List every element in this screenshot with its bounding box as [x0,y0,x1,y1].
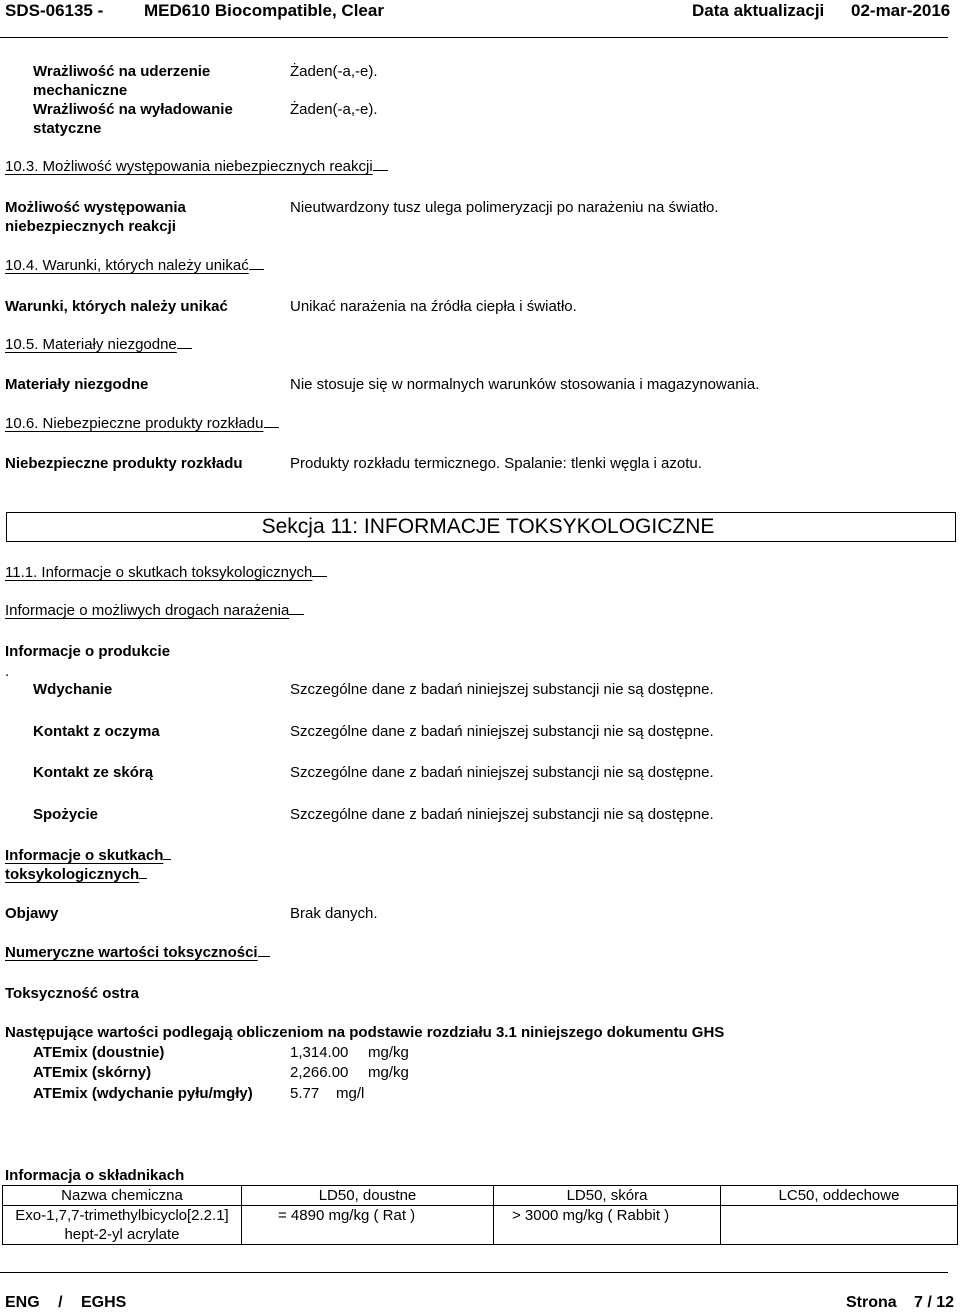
table-header-cell: LD50, doustne [242,1186,494,1206]
table-header-row [3,1186,958,1206]
section-11-banner: Sekcja 11: INFORMACJE TOKSYKOLOGICZNE [6,512,956,542]
product-name: MED610 Biocompatible, Clear [144,1,384,20]
header-rule [0,37,948,38]
atemix-unit: mg/kg [368,1044,409,1061]
section-10-5-heading: 10.5. Materiały niezgodne [5,336,192,353]
atemix-unit: mg/l [336,1085,365,1102]
route-value: Szczególne dane z badań niniejszej substancji nie są dostępne. [290,681,714,698]
hazardous-reactions-value: Nieutwardzony tusz ulega polimeryzacji po narażeniu na światło. [290,199,719,216]
section-10-4-heading: 10.4. Warunki, których należy unikać [5,257,264,274]
symptoms-value: Brak danych. [290,905,378,922]
decomposition-products-value: Produkty rozkładu termicznego. Spalanie: tlenki węgla i azotu. [290,455,702,472]
hazardous-reactions-label: Możliwość występowania niebezpiecznych reakcji [5,199,186,235]
incompatible-materials-value: Nie stosuje się w normalnych warunków stosowania i magazynowania. [290,376,760,393]
conditions-to-avoid-value: Unikać narażenia na źródła ciepła i światło. [290,298,577,315]
sensitivity-static-label: Wrażliwość na wyładowanie statyczne [33,101,233,137]
table-row [3,1206,958,1245]
route-label: Kontakt ze skórą [33,764,154,781]
chemical-name-cell: Exo-1,7,7-trimethylbicyclo[2.2.1] hept-2-yl acrylate [3,1206,242,1245]
conditions-to-avoid-label: Warunki, których należy unikać [5,298,228,315]
decomposition-products-label: Niebezpieczne produkty rozkładu [5,455,243,472]
route-value: Szczególne dane z badań niniejszej substancji nie są dostępne. [290,723,714,740]
product-info-label: Informacje o produkcie [5,643,171,660]
revision-date-label: Data aktualizacji [692,1,825,20]
tox-effects-heading: Informacje o skutkach toksykologicznych [5,846,171,884]
component-table [2,1185,958,1245]
section-10-3-heading: 10.3. Możliwość występowania niebezpiecznych reakcji [5,158,388,175]
component-info-heading: Informacja o składnikach [5,1167,185,1184]
ghs-calculation-note: Następujące wartości podlegają obliczeniom na podstawie rozdziału 3.1 niniejszego dokumentu GHS [5,1024,725,1041]
exposure-routes-heading: Informacje o możliwych drogach narażenia [5,602,304,619]
footer-language: ENG / EGHS [5,1294,127,1311]
atemix-label: ATEmix (wdychanie pyłu/mgły) [33,1085,253,1102]
section-10-6-heading: 10.6. Niebezpieczne produkty rozkładu [5,415,279,432]
route-value: Szczególne dane z badań niniejszej substancji nie są dostępne. [290,806,714,823]
route-label: Kontakt z oczyma [33,723,160,740]
section-11-1-heading: 11.1. Informacje o skutkach toksykologicznych [5,564,327,581]
table-header-cell: LD50, skóra [494,1186,721,1206]
revision-date-value: 02-mar-2016 [851,1,951,20]
numeric-toxicity-heading: Numeryczne wartości toksyczności [5,944,270,961]
route-value: Szczególne dane z badań niniejszej substancji nie są dostępne. [290,764,714,781]
symptoms-label: Objawy [5,905,59,922]
sensitivity-static-value: Żaden(-a,-e). [290,101,378,118]
lc50-inhalation-cell [721,1206,958,1245]
ld50-skin-cell: > 3000 mg/kg ( Rabbit ) [494,1206,721,1245]
dot-marker: . [5,663,10,680]
atemix-label: ATEmix (doustnie) [33,1044,165,1061]
atemix-value: 1,314.00 [290,1044,349,1061]
table-header-cell: Nazwa chemiczna [3,1186,242,1206]
document-id: SDS-06135 - [5,1,104,20]
table-header-cell: LC50, oddechowe [721,1186,958,1206]
sensitivity-mechanical-label: Wrażliwość na uderzenie mechaniczne [33,63,211,99]
atemix-unit: mg/kg [368,1064,409,1081]
atemix-value: 5.77 [290,1085,320,1102]
atemix-value: 2,266.00 [290,1064,349,1081]
atemix-label: ATEmix (skórny) [33,1064,152,1081]
footer-rule [0,1272,948,1273]
ld50-oral-cell: = 4890 mg/kg ( Rat ) [242,1206,494,1245]
route-label: Wdychanie [33,681,113,698]
acute-toxicity-label: Toksyczność ostra [5,985,139,1002]
footer-page-label: Strona [846,1294,897,1311]
sensitivity-mechanical-value: Żaden(-a,-e). [290,63,378,80]
footer-page-number: 7 / 12 [914,1294,955,1311]
route-label: Spożycie [33,806,99,823]
incompatible-materials-label: Materiały niezgodne [5,376,149,393]
